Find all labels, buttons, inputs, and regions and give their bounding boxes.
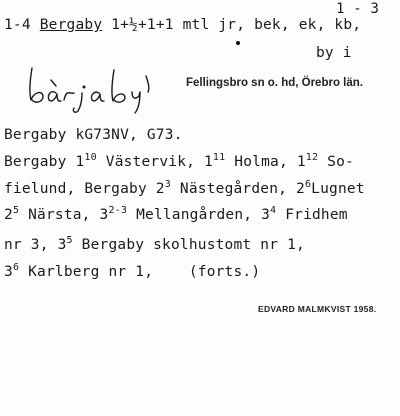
- text-segment: Bergaby 1: [4, 154, 85, 170]
- place-name: Bergaby: [39, 17, 103, 33]
- text-segment: Bergaby skolhustomt nr 1,: [72, 237, 305, 253]
- text-segment: nr 3, 3: [4, 237, 67, 253]
- handwritten-name-signature: [26, 62, 176, 114]
- text-line: [4, 152, 354, 170]
- measure: 1+½+1+1 mtl jr, bek, ek, kb,: [111, 17, 362, 33]
- superscript-number: 3: [164, 179, 171, 190]
- author-stamp: EDVARD MALMKVIST 1958.: [258, 304, 377, 314]
- superscript-number: 2-3: [108, 205, 128, 216]
- text-line: [4, 262, 261, 280]
- superscript-number: 4: [270, 205, 277, 216]
- corner-reference: 1 - 3: [336, 1, 380, 17]
- ink-dot: [236, 41, 240, 45]
- parish-stamp: Fellingsbro sn o. hd, Örebro län.: [186, 77, 363, 89]
- superscript-number: 5: [12, 205, 20, 216]
- settlement-type: by i: [316, 45, 352, 61]
- superscript-number: 5: [66, 235, 73, 246]
- text-segment: fielund, Bergaby 2: [4, 181, 165, 197]
- text-line: [4, 205, 348, 223]
- text-segment: Närsta, 3: [19, 207, 109, 223]
- text-line: [4, 235, 305, 253]
- superscript-number: 6: [304, 179, 312, 190]
- superscript-number: 6: [12, 262, 20, 273]
- text-segment: Holma, 1: [225, 154, 306, 170]
- text-segment: Västervik, 1: [96, 154, 213, 170]
- superscript-number: 11: [212, 152, 226, 163]
- card-number: 1-4: [4, 17, 31, 33]
- text-line: [4, 179, 365, 197]
- text-segment: So-: [318, 154, 354, 170]
- map-reference: Bergaby kG73NV, G73.: [4, 127, 183, 143]
- text-segment: Nästegården, 2: [170, 181, 305, 197]
- text-segment: 2: [4, 207, 13, 223]
- superscript-number: 10: [84, 152, 97, 163]
- text-segment: Mellangården, 3: [127, 207, 271, 223]
- text-segment: Lugnet: [311, 181, 365, 197]
- text-segment: 3: [4, 264, 13, 280]
- header-line: [4, 18, 361, 33]
- text-segment: Karlberg nr 1, (forts.): [19, 264, 261, 280]
- superscript-number: 12: [305, 152, 319, 163]
- text-segment: Fridhem: [276, 207, 348, 223]
